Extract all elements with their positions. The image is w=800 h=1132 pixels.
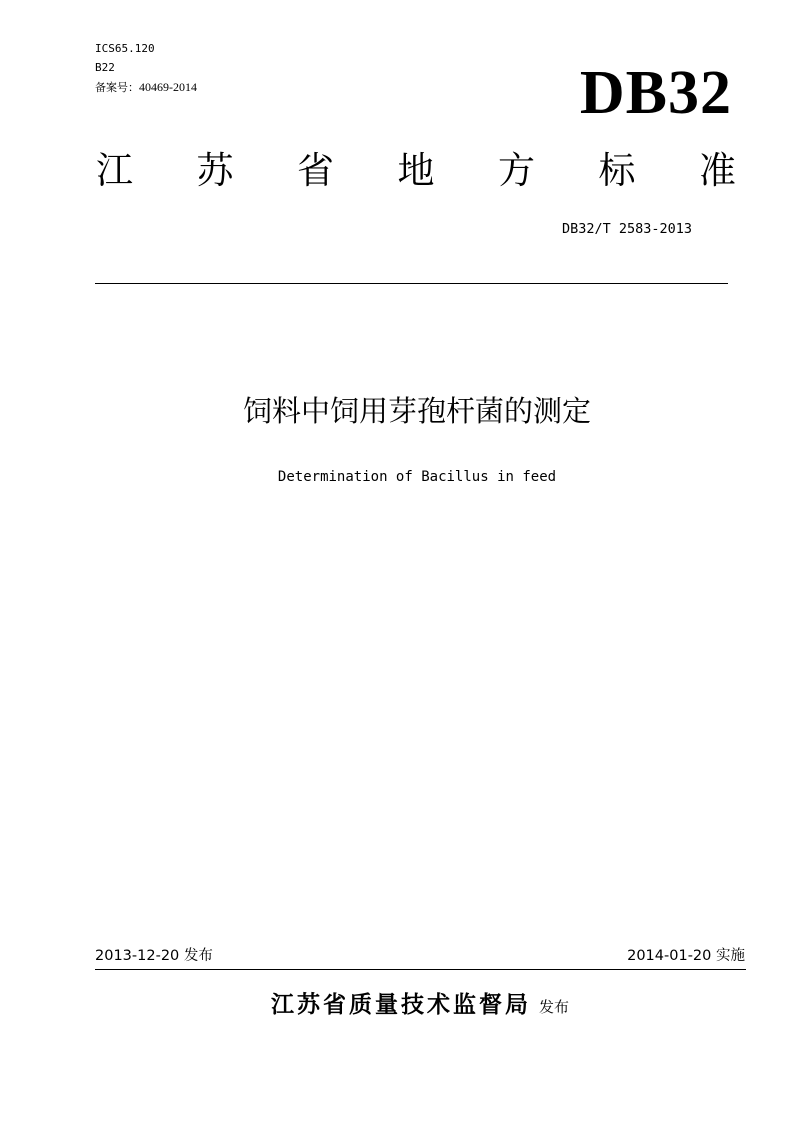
- standard-type-char: 苏: [196, 149, 234, 192]
- publisher-line: [0, 988, 800, 1024]
- publisher-suffix: 发布: [538, 998, 569, 1016]
- standard-type-char: 方: [498, 149, 535, 192]
- implementation-date: 2014-01-20 实施: [627, 948, 745, 964]
- top-divider: [95, 283, 728, 284]
- standard-type-char: 省: [297, 149, 334, 192]
- standard-type-char: 准: [699, 149, 736, 192]
- document-title-en: Determination of Bacillus in feed: [277, 469, 557, 485]
- record-value: 40469-2014: [139, 80, 197, 94]
- db-code-logo: DB32: [579, 59, 732, 127]
- document-title-cn: 饲料中饲用芽孢杆菌的测定: [242, 394, 591, 428]
- ccs-code: B22: [95, 61, 115, 74]
- standard-type-char: 江: [96, 149, 133, 192]
- standard-type-char: 地: [397, 149, 435, 192]
- issue-date: 2013-12-20 发布: [95, 948, 213, 964]
- standard-type-heading: [96, 145, 736, 197]
- bottom-divider: [95, 969, 746, 970]
- record-number: [95, 80, 197, 95]
- record-label: 备案号：: [95, 81, 139, 94]
- publisher-name: 江苏省质量技术监督局: [270, 992, 531, 1018]
- standard-type-char: 标: [598, 149, 636, 192]
- standard-number: DB32/T 2583-2013: [561, 221, 692, 237]
- ics-code: ICS65.120: [95, 42, 155, 55]
